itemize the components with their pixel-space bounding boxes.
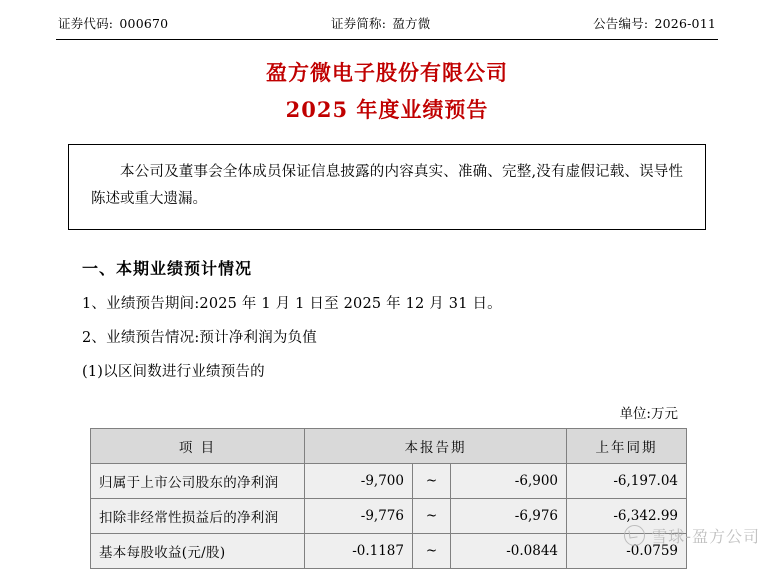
security-short-name-value: 盈方微 — [392, 16, 431, 31]
header-divider — [56, 39, 718, 40]
row-tilde: ~ — [413, 534, 451, 569]
row-previous: -6,342.99 — [567, 499, 687, 534]
row-item: 扣除非经常性损益后的净利润 — [91, 499, 305, 534]
row-tilde: ~ — [413, 464, 451, 499]
announcement-number-value: 2026-011 — [654, 16, 716, 31]
header-previous-period: 上年同期 — [567, 429, 687, 464]
disclaimer-box — [68, 144, 706, 230]
security-code — [58, 14, 168, 32]
forecast-range-line: (1)以区间数进行业绩预告的 — [82, 364, 265, 381]
header-item: 项 目 — [91, 429, 305, 464]
table-row — [91, 499, 687, 534]
forecast-period-line: 1、业绩预告期间:2025 年 1 月 1 日至 2025 年 12 月 31 日。 — [82, 295, 502, 312]
row-previous: -0.0759 — [567, 534, 687, 569]
table-row — [91, 534, 687, 569]
forecast-table — [90, 428, 687, 569]
security-short-name-label: 证券简称: — [330, 16, 387, 31]
document-header — [56, 14, 718, 32]
row-low: -9,776 — [305, 499, 413, 534]
table-row — [91, 464, 687, 499]
forecast-status-line: 2、业绩预告情况:预计净利润为负值 — [82, 329, 318, 346]
document-title: 2025 年度业绩预告 — [285, 96, 489, 122]
row-item: 基本每股收益(元/股) — [91, 534, 305, 569]
section-heading: 一、本期业绩预计情况 — [82, 258, 253, 278]
row-high: -0.0844 — [451, 534, 567, 569]
security-short-name — [331, 14, 431, 32]
row-low: -9,700 — [305, 464, 413, 499]
disclaimer-text: 本公司及董事会全体成员保证信息披露的内容真实、准确、完整,没有虚假记载、误导性陈述或重大遗漏。 — [91, 164, 683, 207]
announcement-number-label: 公告编号: — [593, 16, 649, 31]
row-low: -0.1187 — [305, 534, 413, 569]
announcement-number — [593, 14, 716, 32]
security-code-value: 000670 — [119, 16, 169, 31]
company-title: 盈方微电子股份有限公司 — [266, 60, 508, 85]
security-code-label: 证券代码: — [58, 16, 114, 31]
title-block — [56, 57, 718, 126]
row-high: -6,976 — [451, 499, 567, 534]
row-high: -6,900 — [451, 464, 567, 499]
watermark-text: 雪球-盈方公司 — [651, 527, 760, 546]
row-tilde: ~ — [413, 499, 451, 534]
row-item: 归属于上市公司股东的净利润 — [91, 464, 305, 499]
row-previous: -6,197.04 — [567, 464, 687, 499]
table-header-row — [91, 429, 687, 464]
unit-label: 单位:万元 — [619, 406, 678, 423]
header-current-period: 本报告期 — [305, 429, 567, 464]
